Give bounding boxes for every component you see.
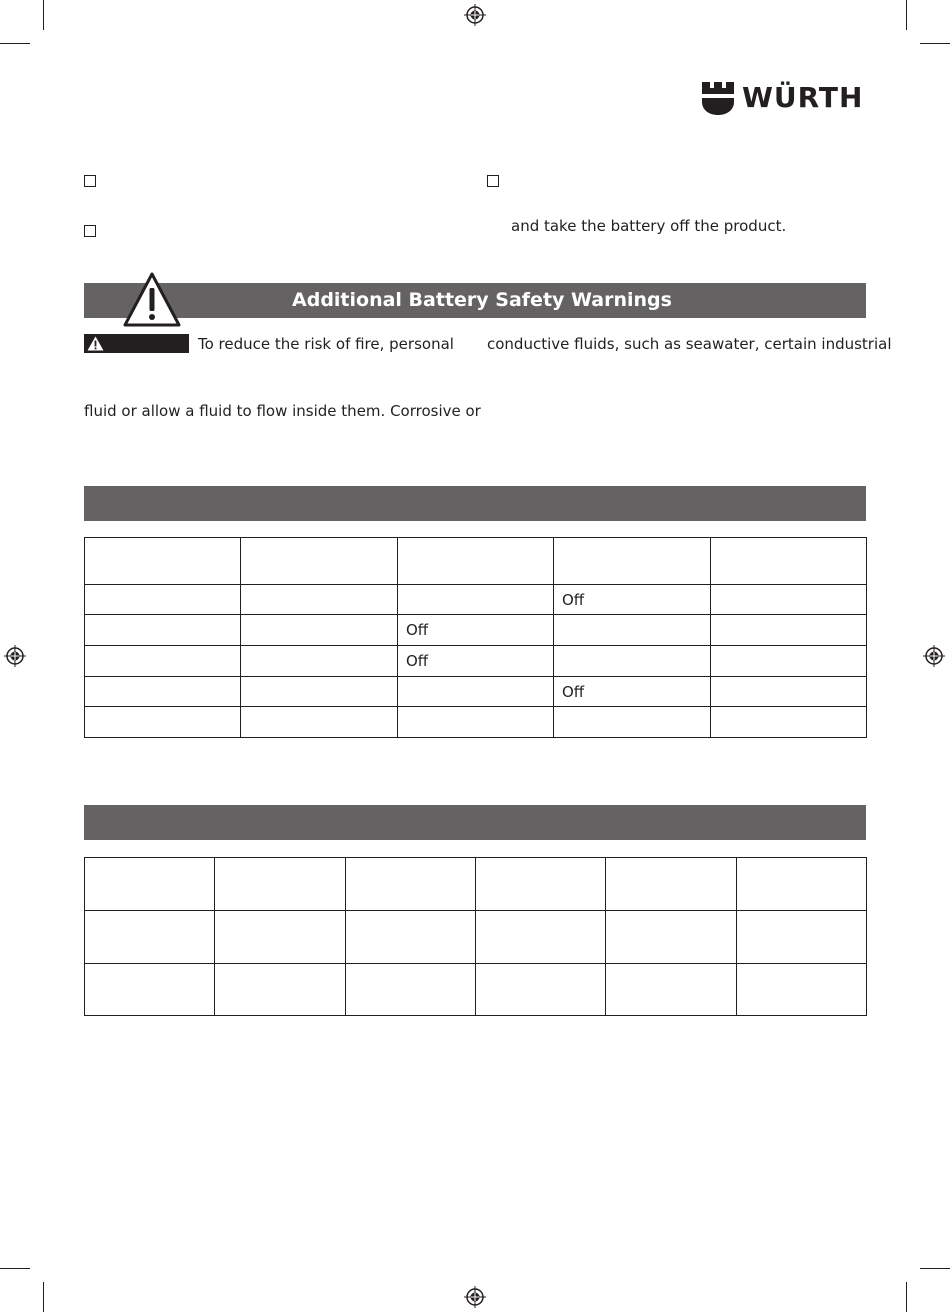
table-cell bbox=[398, 538, 554, 585]
checkbox-item bbox=[84, 225, 96, 237]
table-cell bbox=[554, 538, 711, 585]
table-row bbox=[85, 964, 867, 1016]
table-cell bbox=[241, 585, 398, 615]
table-cell bbox=[346, 858, 476, 911]
table-row bbox=[85, 538, 867, 585]
crop-mark-top-left-h bbox=[0, 43, 30, 44]
table-cell bbox=[476, 858, 606, 911]
warning-right-line1: conductive fluids, such as seawater, certain industrial bbox=[487, 335, 892, 353]
table-row bbox=[85, 677, 867, 707]
crop-mark-bottom-right-h bbox=[920, 1268, 950, 1269]
table-cell bbox=[215, 858, 346, 911]
table-cell bbox=[554, 646, 711, 677]
wurth-logo-icon bbox=[700, 80, 736, 116]
intro-right-text: and take the battery off the product. bbox=[511, 217, 787, 235]
table-cell bbox=[85, 615, 241, 646]
table-cell bbox=[85, 964, 215, 1016]
table-row bbox=[85, 707, 867, 738]
section-header-bar bbox=[84, 805, 866, 840]
table-cell bbox=[737, 964, 867, 1016]
registration-mark-icon bbox=[464, 4, 486, 26]
brand-name: WÜRTH bbox=[742, 81, 864, 114]
table-cell bbox=[85, 538, 241, 585]
table-cell bbox=[241, 615, 398, 646]
checkbox-item bbox=[487, 175, 499, 187]
warning-left-line1: To reduce the risk of fire, personal bbox=[198, 335, 454, 353]
table-cell bbox=[398, 585, 554, 615]
crop-mark-bottom-right-v bbox=[906, 1282, 907, 1312]
table-cell bbox=[85, 707, 241, 738]
crop-mark-top-right-h bbox=[920, 43, 950, 44]
table-cell bbox=[241, 707, 398, 738]
registration-mark-icon bbox=[4, 645, 26, 667]
table-row bbox=[85, 911, 867, 964]
checkbox-item bbox=[84, 175, 96, 187]
table-cell bbox=[476, 911, 606, 964]
table-row bbox=[85, 615, 867, 646]
table-cell bbox=[85, 911, 215, 964]
section-title: Additional Battery Safety Warnings bbox=[292, 289, 672, 311]
section-header-bar bbox=[84, 486, 866, 521]
table-cell bbox=[346, 911, 476, 964]
table-row bbox=[85, 858, 867, 911]
table-cell bbox=[711, 646, 867, 677]
table-cell bbox=[711, 677, 867, 707]
crop-mark-top-left-v bbox=[43, 0, 44, 30]
warning-left-line2: fluid or allow a fluid to flow inside them. Corrosive or bbox=[84, 402, 481, 420]
table-cell bbox=[241, 538, 398, 585]
registration-mark-icon bbox=[464, 1286, 486, 1308]
table-cell bbox=[606, 964, 737, 1016]
table-cell bbox=[554, 707, 711, 738]
data-table bbox=[84, 537, 867, 738]
table-cell bbox=[215, 911, 346, 964]
table-cell bbox=[215, 964, 346, 1016]
data-table bbox=[84, 857, 867, 1016]
table-cell bbox=[606, 911, 737, 964]
crop-mark-top-right-v bbox=[906, 0, 907, 30]
table-cell bbox=[398, 707, 554, 738]
table-cell: Off bbox=[554, 677, 711, 707]
table-cell bbox=[554, 615, 711, 646]
table-cell bbox=[241, 646, 398, 677]
table-cell bbox=[398, 677, 554, 707]
table-row bbox=[85, 646, 867, 677]
table-cell: Off bbox=[554, 585, 711, 615]
table-cell bbox=[346, 964, 476, 1016]
table-row bbox=[85, 585, 867, 615]
crop-mark-bottom-left-h bbox=[0, 1268, 30, 1269]
table-cell bbox=[241, 677, 398, 707]
table-cell bbox=[476, 964, 606, 1016]
table-cell bbox=[737, 911, 867, 964]
table-cell bbox=[711, 538, 867, 585]
table-cell bbox=[737, 858, 867, 911]
table-cell: Off bbox=[398, 646, 554, 677]
registration-mark-icon bbox=[923, 645, 945, 667]
table-cell bbox=[606, 858, 737, 911]
warning-small-icon bbox=[87, 336, 104, 351]
table-cell bbox=[85, 677, 241, 707]
crop-mark-bottom-left-v bbox=[43, 1282, 44, 1312]
table-cell bbox=[85, 646, 241, 677]
table-cell bbox=[85, 858, 215, 911]
table-cell bbox=[711, 707, 867, 738]
table-cell bbox=[711, 615, 867, 646]
table-cell bbox=[711, 585, 867, 615]
table-cell bbox=[85, 585, 241, 615]
table-cell: Off bbox=[398, 615, 554, 646]
